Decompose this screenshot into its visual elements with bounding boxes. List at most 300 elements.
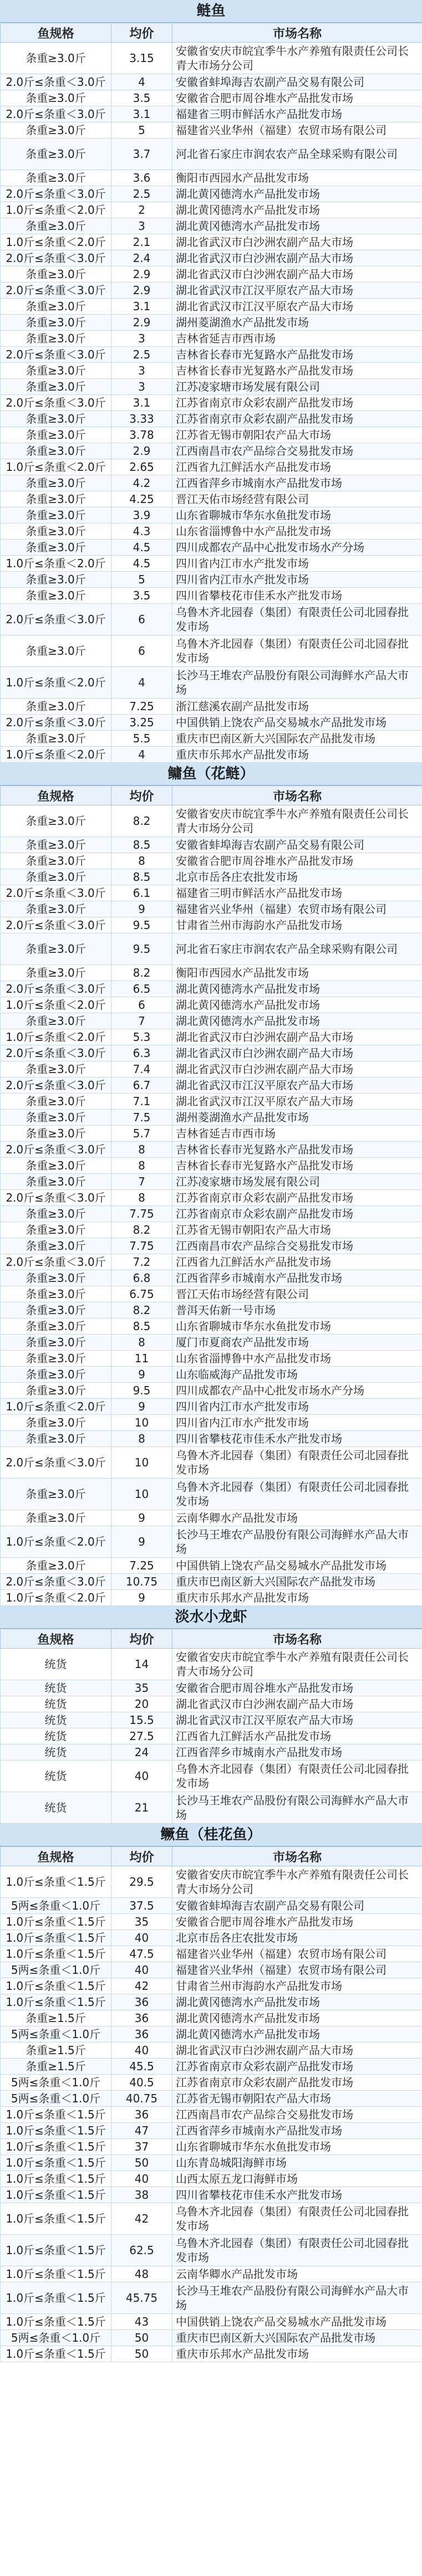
spec-cell: 2.0斤≤条重＜3.0斤 [1, 1447, 111, 1479]
price-cell: 50 [111, 2346, 172, 2362]
header-row [1, 1847, 422, 1866]
market-cell: 山东省淄博鲁中水产品批发市场 [172, 524, 422, 540]
market-cell: 重庆市乐邦水产品批发市场 [172, 747, 422, 763]
price-cell: 3 [111, 379, 172, 395]
market-cell: 吉林省长春市光复路水产品批发市场 [172, 363, 422, 379]
table-row [1, 1302, 422, 1318]
table-row [1, 2346, 422, 2362]
price-cell: 2.5 [111, 186, 172, 202]
spec-cell: 1.0斤≤条重＜1.5斤 [1, 1866, 111, 1898]
market-cell: 山东青岛城阳海鲜市场 [172, 2155, 422, 2171]
spec-cell: 条重≥1.5斤 [1, 2043, 111, 2059]
spec-cell: 1.0斤≤条重＜1.5斤 [1, 1978, 111, 1994]
table-row [1, 1045, 422, 1061]
spec-cell: 2.0斤≤条重＜3.0斤 [1, 981, 111, 997]
market-cell: 山东省淄博鲁中水产品批发市场 [172, 1351, 422, 1367]
market-cell: 长沙马王堆农产品股份有限公司海鲜水产品大市场 [172, 1792, 422, 1824]
price-cell: 9.5 [111, 933, 172, 965]
price-cell: 45.75 [111, 2282, 172, 2314]
market-cell: 重庆市巴南区新大兴国际农产品批发市场 [172, 731, 422, 747]
market-cell: 长沙马王堆农产品股份有限公司海鲜水产品大市场 [172, 1526, 422, 1558]
table-row [1, 1712, 422, 1728]
market-cell: 四川省攀枝花市佳禾水产批发市场 [172, 1431, 422, 1447]
table-row [1, 1946, 422, 1962]
spec-cell: 5两≤条重＜1.0斤 [1, 2026, 111, 2043]
market-cell: 江西南昌市农产品综合交易批发市场 [172, 443, 422, 459]
table-row [1, 186, 422, 202]
spec-cell: 2.0斤≤条重＜3.0斤 [1, 106, 111, 122]
market-cell: 中国供销上饶农产品交易城水产品批发市场 [172, 715, 422, 731]
market-cell: 湖北黄冈德湾水产品批发市场 [172, 997, 422, 1013]
price-cell: 8.5 [111, 837, 172, 853]
spec-cell: 1.0斤≤条重＜2.0斤 [1, 459, 111, 475]
spec-cell: 条重≥3.0斤 [1, 805, 111, 837]
market-cell: 长沙马王堆农产品股份有限公司海鲜水产品大市场 [172, 2282, 422, 2314]
market-cell: 江苏凌家塘市场发展有限公司 [172, 379, 422, 395]
spec-cell: 条重≥3.0斤 [1, 1335, 111, 1351]
market-cell: 湖北省武汉市白沙洲农副产品大市场 [172, 234, 422, 250]
spec-cell: 条重≥3.0斤 [1, 1302, 111, 1318]
market-cell: 四川成都农产品中心批发市场水产分场 [172, 540, 422, 556]
market-cell: 乌鲁木齐北园春（集团）有限责任公司北园春批发市场 [172, 635, 422, 667]
table-row [1, 1962, 422, 1978]
table-row [1, 1761, 422, 1792]
market-cell: 江西南昌市农产品综合交易批发市场 [172, 2107, 422, 2123]
spec-cell: 条重≥3.0斤 [1, 427, 111, 443]
price-cell: 6.3 [111, 1045, 172, 1061]
price-cell: 36 [111, 1994, 172, 2010]
section-title: 淡水小龙虾 [0, 1606, 422, 1629]
price-cell: 50 [111, 2155, 172, 2171]
spec-cell: 1.0斤≤条重＜2.0斤 [1, 667, 111, 699]
price-cell: 3.7 [111, 138, 172, 170]
price-cell: 6.5 [111, 981, 172, 997]
table-row [1, 411, 422, 427]
spec-cell: 条重≥3.0斤 [1, 1431, 111, 1447]
market-cell: 山东省聊城市华东水鱼批发市场 [172, 2139, 422, 2155]
table-row [1, 1174, 422, 1190]
spec-cell: 统货 [1, 1744, 111, 1761]
price-cell: 47 [111, 2123, 172, 2139]
price-cell: 7.75 [111, 1238, 172, 1254]
market-cell: 江苏省南京市众彩农副产品批发市场 [172, 1190, 422, 1206]
price-cell: 47.5 [111, 1946, 172, 1962]
price-cell: 3.1 [111, 299, 172, 315]
table-row [1, 853, 422, 869]
price-cell: 3.15 [111, 43, 172, 74]
price-cell: 4 [111, 74, 172, 90]
price-cell: 4.5 [111, 556, 172, 572]
market-cell: 湖北黄冈德湾水产品批发市场 [172, 1994, 422, 2010]
price-cell: 35 [111, 1680, 172, 1696]
price-cell: 9.5 [111, 1383, 172, 1399]
spec-cell: 条重≥3.0斤 [1, 1351, 111, 1367]
table-row [1, 347, 422, 363]
market-cell: 吉林省长春市光复路水产品批发市场 [172, 1158, 422, 1174]
price-cell: 9.5 [111, 917, 172, 933]
table-row [1, 106, 422, 122]
market-cell: 衡阳市西园水产品批发市场 [172, 170, 422, 186]
spec-cell: 条重≥3.0斤 [1, 1318, 111, 1335]
price-table [0, 1846, 422, 2362]
column-header: 均价 [111, 23, 172, 43]
table-row [1, 1415, 422, 1431]
price-cell: 7.75 [111, 1206, 172, 1222]
table-row [1, 2059, 422, 2075]
table-row [1, 667, 422, 699]
market-cell: 重庆市巴南区新大兴国际农产品批发市场 [172, 1574, 422, 1590]
table-row [1, 1649, 422, 1680]
table-row [1, 2010, 422, 2026]
table-row [1, 1383, 422, 1399]
market-cell: 长沙马王堆农产品股份有限公司海鲜水产品大市场 [172, 667, 422, 699]
spec-cell: 条重≥3.0斤 [1, 122, 111, 138]
price-cell: 62.5 [111, 2235, 172, 2266]
market-cell: 湖北省武汉市江汉平原农产品大市场 [172, 299, 422, 315]
market-cell: 湖北省武汉市白沙洲农副产品大市场 [172, 1696, 422, 1712]
market-cell: 江苏凌家塘市场发展有限公司 [172, 1174, 422, 1190]
market-cell: 安徽省安庆市皖宜季牛水产养殖有限责任公司长青大市场分公司 [172, 805, 422, 837]
market-cell: 湖北省武汉市白沙洲农副产品大市场 [172, 1061, 422, 1077]
market-cell: 普洱天佑新一号市场 [172, 1302, 422, 1318]
price-cell: 35 [111, 1914, 172, 1930]
spec-cell: 条重≥3.0斤 [1, 869, 111, 885]
price-cell: 40 [111, 1962, 172, 1978]
table-row [1, 869, 422, 885]
price-cell: 4.2 [111, 475, 172, 491]
table-row [1, 234, 422, 250]
spec-cell: 统货 [1, 1792, 111, 1824]
table-row [1, 1367, 422, 1383]
spec-cell: 条重≥3.0斤 [1, 1174, 111, 1190]
table-row [1, 299, 422, 315]
market-cell: 湖北省武汉市白沙洲农副产品大市场 [172, 1029, 422, 1045]
market-cell: 四川省内江市水产批发市场 [172, 556, 422, 572]
price-cell: 9 [111, 1590, 172, 1606]
price-cell: 10 [111, 1479, 172, 1510]
market-cell: 四川省内江市水产批发市场 [172, 572, 422, 588]
price-cell: 2.9 [111, 266, 172, 283]
market-cell: 湖北省武汉市江汉平原农产品大市场 [172, 283, 422, 299]
market-cell: 河北省石家庄市润农农产品全球采购有限公司 [172, 138, 422, 170]
price-cell: 21 [111, 1792, 172, 1824]
spec-cell: 1.0斤≤条重＜1.5斤 [1, 2107, 111, 2123]
table-row [1, 1094, 422, 1110]
spec-cell: 5两≤条重＜1.0斤 [1, 2075, 111, 2091]
table-row [1, 1190, 422, 1206]
table-row [1, 1930, 422, 1946]
price-cell: 9 [111, 1367, 172, 1383]
spec-cell: 1.0斤≤条重＜2.0斤 [1, 556, 111, 572]
spec-cell: 5两≤条重＜1.0斤 [1, 2091, 111, 2107]
market-cell: 江西省萍乡市城南水产品批发市场 [172, 2123, 422, 2139]
table-row [1, 266, 422, 283]
table-row [1, 635, 422, 667]
table-row [1, 2107, 422, 2123]
table-row [1, 604, 422, 635]
spec-cell: 条重≥3.0斤 [1, 1479, 111, 1510]
spec-cell: 1.0斤≤条重＜2.0斤 [1, 234, 111, 250]
table-row [1, 1222, 422, 1238]
table-row [1, 2123, 422, 2139]
price-cell: 3.1 [111, 395, 172, 411]
price-cell: 48 [111, 2266, 172, 2282]
spec-cell: 1.0斤≤条重＜2.0斤 [1, 1029, 111, 1045]
spec-cell: 条重≥3.0斤 [1, 299, 111, 315]
price-cell: 43 [111, 2314, 172, 2330]
spec-cell: 2.0斤≤条重＜3.0斤 [1, 74, 111, 90]
price-cell: 7.25 [111, 1558, 172, 1574]
price-cell: 8.2 [111, 1302, 172, 1318]
price-cell: 7 [111, 1013, 172, 1029]
spec-cell: 2.0斤≤条重＜3.0斤 [1, 715, 111, 731]
market-cell: 湖北省武汉市白沙洲农副产品大市场 [172, 266, 422, 283]
price-cell: 6 [111, 604, 172, 635]
spec-cell: 2.0斤≤条重＜3.0斤 [1, 917, 111, 933]
spec-cell: 1.0斤≤条重＜1.5斤 [1, 1994, 111, 2010]
price-cell: 40 [111, 1761, 172, 1792]
spec-cell: 条重≥3.0斤 [1, 1270, 111, 1286]
market-cell: 江苏省南京市众彩农副产品批发市场 [172, 1206, 422, 1222]
price-cell: 7.2 [111, 1254, 172, 1270]
table-row [1, 1029, 422, 1045]
price-table [0, 23, 422, 763]
spec-cell: 条重≥3.0斤 [1, 572, 111, 588]
table-row [1, 1510, 422, 1526]
spec-cell: 2.0斤≤条重＜3.0斤 [1, 1190, 111, 1206]
section-title: 鳜鱼（桂花鱼） [0, 1824, 422, 1846]
spec-cell: 条重≥3.0斤 [1, 635, 111, 667]
spec-cell: 1.0斤≤条重＜2.0斤 [1, 997, 111, 1013]
table-row [1, 572, 422, 588]
price-cell: 2.4 [111, 250, 172, 266]
price-cell: 2 [111, 202, 172, 218]
price-cell: 6.8 [111, 1270, 172, 1286]
spec-cell: 条重≥3.0斤 [1, 266, 111, 283]
market-cell: 吉林省长春市光复路水产品批发市场 [172, 1142, 422, 1158]
table-row [1, 475, 422, 491]
market-cell: 中国供销上饶农产品交易城水产品批发市场 [172, 1558, 422, 1574]
spec-cell: 1.0斤≤条重＜1.5斤 [1, 1946, 111, 1962]
table-row [1, 524, 422, 540]
market-cell: 四川省攀枝花市佳禾水产批发市场 [172, 2187, 422, 2203]
spec-cell: 条重≥3.0斤 [1, 1061, 111, 1077]
market-cell: 吉林省延吉市西市场 [172, 1126, 422, 1142]
spec-cell: 2.0斤≤条重＜3.0斤 [1, 1142, 111, 1158]
spec-cell: 1.0斤≤条重＜1.5斤 [1, 2203, 111, 2235]
price-table [0, 1629, 422, 1824]
price-cell: 8 [111, 1335, 172, 1351]
spec-cell: 1.0斤≤条重＜1.5斤 [1, 2187, 111, 2203]
table-row [1, 427, 422, 443]
market-cell: 四川成都农产品中心批发市场水产分场 [172, 1383, 422, 1399]
spec-cell: 条重≥3.0斤 [1, 43, 111, 74]
header-row [1, 786, 422, 805]
market-cell: 安徽省安庆市皖宜季牛水产养殖有限责任公司长青大市场分公司 [172, 1866, 422, 1898]
table-row [1, 443, 422, 459]
price-cell: 5.7 [111, 1126, 172, 1142]
spec-cell: 条重≥3.0斤 [1, 170, 111, 186]
market-cell: 山西太原五龙口海鲜市场 [172, 2171, 422, 2187]
spec-cell: 条重≥3.0斤 [1, 540, 111, 556]
price-cell: 40 [111, 1930, 172, 1946]
table-row [1, 805, 422, 837]
table-row [1, 2266, 422, 2282]
price-cell: 8.2 [111, 805, 172, 837]
market-cell: 吉林省延吉市西市场 [172, 331, 422, 347]
table-row [1, 885, 422, 901]
price-cell: 6 [111, 635, 172, 667]
market-cell: 湖北黄冈德湾水产品批发市场 [172, 2010, 422, 2026]
spec-cell: 条重≥3.0斤 [1, 1558, 111, 1574]
price-cell: 7.1 [111, 1094, 172, 1110]
price-cell: 3 [111, 363, 172, 379]
spec-cell: 统货 [1, 1728, 111, 1744]
price-cell: 40.75 [111, 2091, 172, 2107]
market-cell: 乌鲁木齐北园春（集团）有限责任公司北园春批发市场 [172, 1761, 422, 1792]
table-row [1, 122, 422, 138]
table-row [1, 837, 422, 853]
spec-cell: 1.0斤≤条重＜1.5斤 [1, 2346, 111, 2362]
price-cell: 3 [111, 331, 172, 347]
spec-cell: 条重≥3.0斤 [1, 731, 111, 747]
market-cell: 湖北省武汉市江汉平原农产品大市场 [172, 1077, 422, 1094]
market-cell: 安徽省蚌埠海吉农副产品交易有限公司 [172, 837, 422, 853]
market-cell: 晋江天佑市场经营有限公司 [172, 491, 422, 507]
table-row [1, 2203, 422, 2235]
table-row [1, 138, 422, 170]
price-cell: 11 [111, 1351, 172, 1367]
header-row [1, 1629, 422, 1649]
table-row [1, 202, 422, 218]
price-cell: 29.5 [111, 1866, 172, 1898]
table-row [1, 1013, 422, 1029]
market-cell: 四川省内江市水产批发市场 [172, 1399, 422, 1415]
spec-cell: 统货 [1, 1649, 111, 1680]
price-cell: 5.3 [111, 1029, 172, 1045]
spec-cell: 条重≥3.0斤 [1, 1013, 111, 1029]
table-row [1, 1898, 422, 1914]
spec-cell: 2.0斤≤条重＜3.0斤 [1, 186, 111, 202]
table-row [1, 747, 422, 763]
spec-cell: 条重≥3.0斤 [1, 1238, 111, 1254]
price-cell: 8 [111, 1158, 172, 1174]
market-cell: 湖北省武汉市白沙洲农副产品大市场 [172, 2043, 422, 2059]
price-cell: 4.5 [111, 540, 172, 556]
market-cell: 甘肃省兰州市海韵水产品批发市场 [172, 917, 422, 933]
price-cell: 3.1 [111, 106, 172, 122]
spec-cell: 2.0斤≤条重＜3.0斤 [1, 395, 111, 411]
table-row [1, 1077, 422, 1094]
spec-cell: 条重≥3.0斤 [1, 315, 111, 331]
market-cell: 湖州菱湖渔水产品批发市场 [172, 315, 422, 331]
table-row [1, 2043, 422, 2059]
spec-cell: 条重≥3.0斤 [1, 965, 111, 981]
spec-cell: 条重≥3.0斤 [1, 1286, 111, 1302]
spec-cell: 条重≥3.0斤 [1, 1415, 111, 1431]
table-row [1, 250, 422, 266]
table-row [1, 315, 422, 331]
table-row [1, 1866, 422, 1898]
table-row [1, 2314, 422, 2330]
market-cell: 福建省兴业华州（福建）农贸市场有限公司 [172, 122, 422, 138]
spec-cell: 条重≥3.0斤 [1, 507, 111, 524]
spec-cell: 条重≥3.0斤 [1, 475, 111, 491]
table-row [1, 2282, 422, 2314]
price-cell: 9 [111, 1399, 172, 1415]
market-cell: 湖北省武汉市白沙洲农副产品大市场 [172, 250, 422, 266]
table-row [1, 1126, 422, 1142]
table-row [1, 2026, 422, 2043]
table-row [1, 1335, 422, 1351]
table-row [1, 1447, 422, 1479]
spec-cell: 2.0斤≤条重＜3.0斤 [1, 1045, 111, 1061]
column-header: 市场名称 [172, 1629, 422, 1649]
spec-cell: 条重≥3.0斤 [1, 853, 111, 869]
table-row [1, 1680, 422, 1696]
spec-cell: 条重≥3.0斤 [1, 1126, 111, 1142]
table-row [1, 1351, 422, 1367]
spec-cell: 统货 [1, 1680, 111, 1696]
market-cell: 湖北省武汉市江汉平原农产品大市场 [172, 1712, 422, 1728]
price-cell: 45.5 [111, 2059, 172, 2075]
table-row [1, 395, 422, 411]
market-cell: 安徽省蚌埠海吉农副产品交易有限公司 [172, 1898, 422, 1914]
table-row [1, 2155, 422, 2171]
market-cell: 吉林省长春市光复路水产品批发市场 [172, 347, 422, 363]
spec-cell: 条重≥3.0斤 [1, 491, 111, 507]
table-row [1, 588, 422, 604]
market-cell: 安徽省合肥市周谷堆水产品批发市场 [172, 1680, 422, 1696]
section-title: 鳙鱼（花鲢） [0, 763, 422, 786]
price-cell: 20 [111, 1696, 172, 1712]
price-cell: 3.6 [111, 170, 172, 186]
table-row [1, 1574, 422, 1590]
spec-cell: 1.0斤≤条重＜1.5斤 [1, 2314, 111, 2330]
table-row [1, 1110, 422, 1126]
spec-cell: 条重≥3.0斤 [1, 1158, 111, 1174]
table-row [1, 1061, 422, 1077]
price-cell: 4 [111, 747, 172, 763]
price-cell: 9 [111, 1526, 172, 1558]
price-cell: 2.5 [111, 347, 172, 363]
market-cell: 福建省三明市鲜活水产品批发市场 [172, 885, 422, 901]
spec-cell: 条重≥3.0斤 [1, 379, 111, 395]
column-header: 鱼规格 [1, 1847, 111, 1866]
spec-cell: 1.0斤≤条重＜2.0斤 [1, 1590, 111, 1606]
price-cell: 36 [111, 2107, 172, 2123]
table-row [1, 1696, 422, 1712]
price-cell: 15.5 [111, 1712, 172, 1728]
price-cell: 8.2 [111, 965, 172, 981]
price-cell: 6 [111, 997, 172, 1013]
market-cell: 福建省兴业华州（福建）农贸市场有限公司 [172, 901, 422, 917]
spec-cell: 2.0斤≤条重＜3.0斤 [1, 347, 111, 363]
market-cell: 江苏省南京市众彩农副产品批发市场 [172, 395, 422, 411]
market-cell: 山东省聊城市华东水鱼批发市场 [172, 507, 422, 524]
spec-cell: 2.0斤≤条重＜3.0斤 [1, 885, 111, 901]
table-row [1, 556, 422, 572]
market-cell: 江西省萍乡市城南水产品批发市场 [172, 1744, 422, 1761]
spec-cell: 条重≥3.0斤 [1, 588, 111, 604]
table-row [1, 363, 422, 379]
table-row [1, 331, 422, 347]
table-row [1, 715, 422, 731]
table-row [1, 1158, 422, 1174]
table-row [1, 933, 422, 965]
spec-cell: 条重≥3.0斤 [1, 837, 111, 853]
spec-cell: 条重≥3.0斤 [1, 1206, 111, 1222]
